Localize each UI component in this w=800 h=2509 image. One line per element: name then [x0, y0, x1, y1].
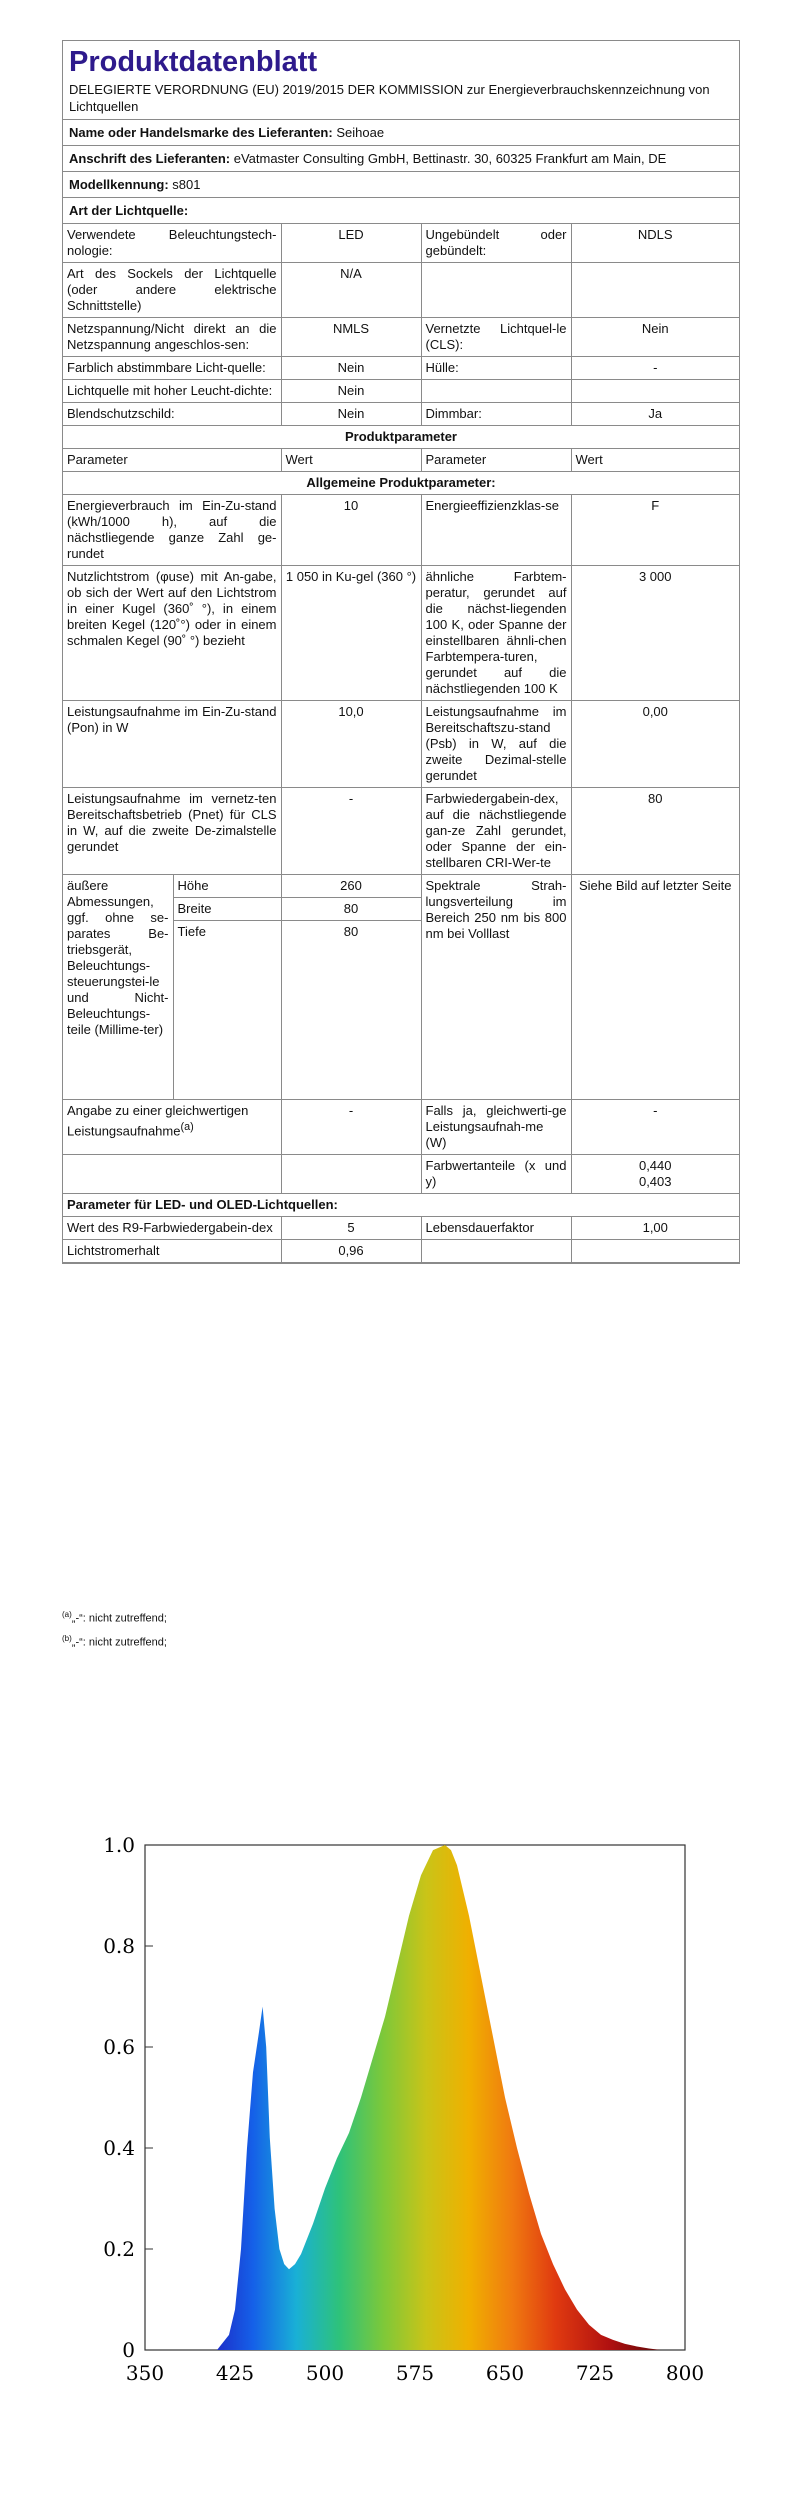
table-row: [63, 788, 739, 875]
supplier-address-row: [63, 146, 739, 172]
param-label: Leistungsaufnahme im Bereitschaftszu-stand (Psb) in W, auf die zweite Dezimal-stelle gerundet: [421, 701, 571, 788]
table-row: [63, 357, 739, 380]
dimensions-label: äußere Abmessungen, ggf. ohne se-parates Be-triebsgerät, Beleuchtungs-steuerungstei-le und Nicht-Beleuchtungs-teile (Millime-ter): [63, 875, 173, 1100]
table-row: [63, 1100, 739, 1155]
param-value: Ja: [571, 403, 739, 426]
width-value: 80: [281, 898, 421, 921]
param-label: Hülle:: [421, 357, 571, 380]
table-row: [63, 875, 739, 898]
param-label: Lebensdauerfaktor: [421, 1217, 571, 1240]
section-heading: Produktparameter: [63, 426, 739, 449]
y-tick-label: 0: [122, 2338, 135, 2362]
param-value: Nein: [281, 357, 421, 380]
param-value: NMLS: [281, 318, 421, 357]
param-value: N/A: [281, 263, 421, 318]
param-value: Nein: [281, 403, 421, 426]
chroma-x: 0,440: [638, 1158, 672, 1173]
type-table: [63, 224, 739, 426]
param-value: -: [571, 357, 739, 380]
table-row: [63, 1194, 739, 1217]
supplier-name-row: [63, 120, 739, 146]
param-value: 0,00: [571, 701, 739, 788]
spectrum-chart: [70, 1820, 750, 2420]
x-tick-label: 650: [485, 2361, 525, 2385]
regulation-subtitle: DELEGIERTE VERORDNUNG (EU) 2019/2015 DER KOMMISSION zur Energieverbrauchskennzeichnung von Lichtquellen: [69, 82, 710, 114]
product-params-table: [63, 426, 739, 1263]
table-row: [63, 403, 739, 426]
column-header: Wert: [571, 449, 739, 472]
param-value: LED: [281, 224, 421, 263]
param-value: [571, 263, 739, 318]
param-label: Leistungsaufnahme im Ein-Zu-stand (Pon) in W: [63, 701, 281, 788]
param-value: -: [571, 1100, 739, 1155]
param-label: Vernetzte Lichtquel-le (CLS):: [421, 318, 571, 357]
x-tick-label: 575: [395, 2361, 435, 2385]
param-label: Netzspannung/Nicht direkt an die Netzspannung angeschlos-sen:: [63, 318, 281, 357]
param-value: 1 050 in Ku-gel (360 °): [281, 566, 421, 701]
empty-cell: [421, 1240, 571, 1263]
table-row: [63, 426, 739, 449]
table-header-row: [63, 449, 739, 472]
param-label: Farbwiedergabein-dex, auf die nächstliegende gan-ze Zahl gerundet, oder Spanne der ein-stellbaren CRI-Wer-te: [421, 788, 571, 875]
x-tick-label: 800: [665, 2361, 705, 2385]
param-label: Farblich abstimmbare Licht-quelle:: [63, 357, 281, 380]
column-header: Wert: [281, 449, 421, 472]
param-label: Lichtquelle mit hoher Leucht-dichte:: [63, 380, 281, 403]
param-value: 80: [571, 788, 739, 875]
param-label: Falls ja, gleichwerti-ge Leistungsaufnah-me (W): [421, 1100, 571, 1155]
param-value: -: [281, 1100, 421, 1155]
supplier-address: eVatmaster Consulting GmbH, Bettinastr. 30, 60325 Frankfurt am Main, DE: [233, 151, 667, 166]
depth-value: 80: [281, 921, 421, 1100]
footnote-mark: (a): [62, 1610, 72, 1619]
param-value: -: [281, 788, 421, 875]
param-label: [421, 263, 571, 318]
x-tick-label: 725: [575, 2361, 615, 2385]
depth-label: Tiefe: [173, 921, 281, 1100]
param-label: Energieverbrauch im Ein-Zu-stand (kWh/1000 h), auf die nächstliegende ganze Zahl ge-rundet: [63, 495, 281, 566]
param-label: Dimmbar:: [421, 403, 571, 426]
param-label: ähnliche Farbtem-peratur, gerundet auf die nächst-liegenden 100 K, oder Spanne der einstellbaren ähnli-chen Farbtempera-turen, gerundet auf die nächstliegenden 100 K: [421, 566, 571, 701]
param-value: F: [571, 495, 739, 566]
height-label: Höhe: [173, 875, 281, 898]
table-row: [63, 224, 739, 263]
table-row: [63, 1155, 739, 1194]
param-value: 0,96: [281, 1240, 421, 1263]
y-tick-label: 1.0: [103, 1833, 135, 1857]
param-label: [421, 380, 571, 403]
height-value: 260: [281, 875, 421, 898]
table-row: [63, 1240, 739, 1263]
footnotes: [62, 1605, 167, 1652]
table-row: [63, 263, 739, 318]
param-label: Farbwertanteile (x und y): [421, 1155, 571, 1194]
param-value: 1,00: [571, 1217, 739, 1240]
y-tick-label: 0.4: [103, 2136, 135, 2160]
param-value: [571, 380, 739, 403]
footnote-text: „-“: nicht zutreffend;: [71, 1636, 167, 1649]
product-datasheet: [62, 40, 740, 1264]
x-tick-label: 425: [215, 2361, 255, 2385]
table-row: [63, 701, 739, 788]
column-header: Parameter: [63, 449, 281, 472]
model-label: Modellkennung:: [69, 177, 169, 192]
param-label: Blendschutzschild:: [63, 403, 281, 426]
model-row: [63, 172, 739, 198]
param-label: Leistungsaufnahme im vernetz-ten Bereitschaftsbetrieb (Pnet) für CLS in W, auf die zweite De-zimalstelle gerundet: [63, 788, 281, 875]
y-tick-label: 0.8: [103, 1934, 135, 1958]
footnote-mark: (a): [180, 1121, 194, 1133]
table-row: [63, 566, 739, 701]
param-value: Nein: [281, 380, 421, 403]
y-tick-label: 0.6: [103, 2035, 135, 2059]
datasheet-header: [63, 41, 739, 120]
footnote-mark: (b): [62, 1633, 72, 1643]
table-row: [63, 495, 739, 566]
footnote-b: [62, 1629, 167, 1653]
param-label: Ungebündelt oder gebündelt:: [421, 224, 571, 263]
spectrum-area: [217, 1845, 661, 2350]
param-label: Art des Sockels der Lichtquelle (oder andere elektrische Schnittstelle): [63, 263, 281, 318]
page-title: Produktdatenblatt: [69, 46, 318, 78]
param-label: Lichtstromerhalt: [63, 1240, 281, 1263]
footnote-text: „-“: nicht zutreffend;: [71, 1612, 167, 1625]
equiv-power-label: Angabe zu einer gleichwertigen Leistungsaufnahme: [67, 1103, 249, 1139]
param-value: 10: [281, 495, 421, 566]
y-tick-label: 0.2: [103, 2237, 135, 2261]
supplier-name-label: Name oder Handelsmarke des Lieferanten:: [69, 125, 333, 140]
model-id: s801: [172, 177, 201, 192]
section-heading: Allgemeine Produktparameter:: [63, 472, 739, 495]
table-row: [63, 318, 739, 357]
param-value: Nein: [571, 318, 739, 357]
x-tick-label: 500: [305, 2361, 345, 2385]
table-row: [63, 472, 739, 495]
param-value: 3 000: [571, 566, 739, 701]
section-heading: Parameter für LED- und OLED-Lichtquellen:: [63, 1194, 739, 1217]
param-value: [571, 1155, 739, 1194]
param-value: 10,0: [281, 701, 421, 788]
chroma-y: 0,403: [638, 1174, 672, 1189]
empty-cell: [281, 1155, 421, 1194]
x-tick-label: 350: [125, 2361, 165, 2385]
footnote-a: [62, 1605, 167, 1629]
column-header: Parameter: [421, 449, 571, 472]
lightsource-type-label: Art der Lichtquelle:: [69, 203, 189, 218]
table-row: [63, 380, 739, 403]
supplier-name: Seihoae: [336, 125, 385, 140]
param-value: 5: [281, 1217, 421, 1240]
lightsource-type-heading: [63, 198, 739, 224]
param-value: NDLS: [571, 224, 739, 263]
spectral-value: Siehe Bild auf letzter Seite: [571, 875, 739, 1100]
empty-cell: [63, 1155, 281, 1194]
param-label: Verwendete Beleuchtungstech-nologie:: [63, 224, 281, 263]
param-label: Energieeffizienzklas-se: [421, 495, 571, 566]
table-row: [63, 1217, 739, 1240]
empty-cell: [571, 1240, 739, 1263]
param-label: Wert des R9-Farbwiedergabein-dex: [63, 1217, 281, 1240]
spectral-label: Spektrale Strah-lungsverteilung im Bereich 250 nm bis 800 nm bei Volllast: [421, 875, 571, 1100]
param-label: [63, 1100, 281, 1155]
width-label: Breite: [173, 898, 281, 921]
param-label: Nutzlichtstrom (φuse) mit An-gabe, ob sich der Wert auf den Lichtstrom in einer Kugel (360˚ °), in einem breiten Kegel (120˚°) oder in einem schmalen Kegel (90˚ °) bezieht: [63, 566, 281, 701]
address-label: Anschrift des Lieferanten:: [69, 151, 231, 166]
